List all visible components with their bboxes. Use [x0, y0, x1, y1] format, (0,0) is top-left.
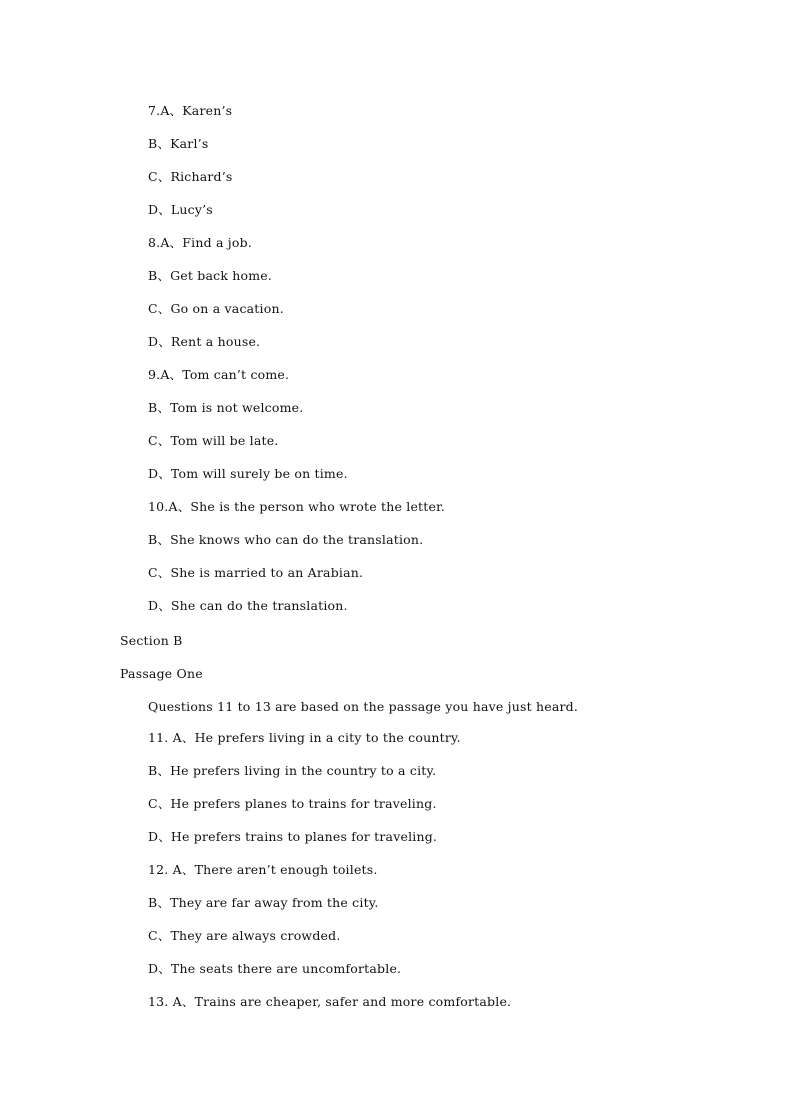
question-12-option-b: B、They are far away from the city.	[148, 895, 379, 910]
question-8-option-c: C、Go on a vacation.	[148, 301, 284, 316]
question-10-option-c: C、She is married to an Arabian.	[148, 565, 364, 580]
question-12-option-a: 12. A、There aren’t enough toilets.	[148, 862, 378, 877]
question-9-option-d: D、Tom will surely be on time.	[148, 466, 348, 481]
section-heading: Section B	[120, 633, 183, 648]
question-7-option-c: C、Richard’s	[148, 169, 233, 184]
question-12-option-c: C、They are always crowded.	[148, 928, 341, 943]
question-7-option-a: 7.A、Karen’s	[148, 103, 233, 118]
question-11-option-b: B、He prefers living in the country to a city.	[148, 763, 437, 778]
question-11-option-a: 11. A、He prefers living in a city to the country.	[148, 730, 461, 745]
question-8-option-b: B、Get back home.	[148, 268, 273, 283]
question-9-option-a: 9.A、Tom can’t come.	[148, 367, 290, 382]
question-13-option-a: 13. A、Trains are cheaper, safer and more comfortable.	[148, 994, 512, 1009]
question-8-option-a: 8.A、Find a job.	[148, 235, 252, 250]
question-9-option-c: C、Tom will be late.	[148, 433, 279, 448]
passage-heading: Passage One	[120, 666, 203, 681]
question-8-option-d: D、Rent a house.	[148, 334, 261, 349]
question-12-option-d: D、The seats there are uncomfortable.	[148, 961, 402, 976]
question-7-option-d: D、Lucy’s	[148, 202, 213, 217]
question-10-option-d: D、She can do the translation.	[148, 598, 348, 613]
question-7-option-b: B、Karl’s	[148, 136, 209, 151]
question-11-option-d: D、He prefers trains to planes for traveling.	[148, 829, 438, 844]
question-11-option-c: C、He prefers planes to trains for traveling.	[148, 796, 437, 811]
question-9-option-b: B、Tom is not welcome.	[148, 400, 304, 415]
passage-instructions: Questions 11 to 13 are based on the passage you have just heard.	[148, 699, 579, 714]
question-10-option-b: B、She knows who can do the translation.	[148, 532, 424, 547]
question-10-option-a: 10.A、She is the person who wrote the letter.	[148, 499, 446, 514]
